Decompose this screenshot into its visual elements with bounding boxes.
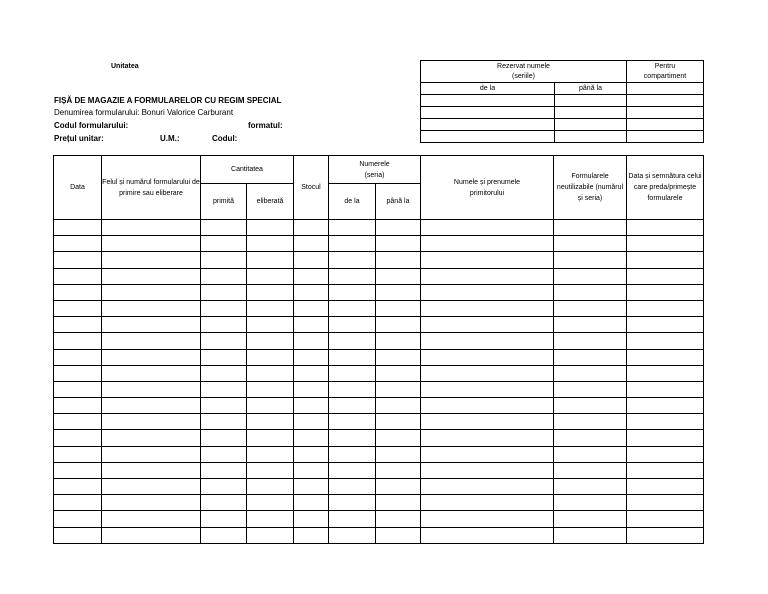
col-unused-forms-header: Formularele neutilizabile (numărul și seria) [554,156,627,220]
table-cell [102,430,201,446]
table-cell [102,333,201,349]
table-cell [247,300,294,316]
table-cell [54,381,102,397]
table-cell [329,365,376,381]
table-cell [627,365,704,381]
table-cell [421,398,554,414]
table-cell [329,495,376,511]
table-cell [294,300,329,316]
col-received-header: primită [201,184,247,220]
table-cell [201,365,247,381]
table-cell [329,268,376,284]
table-cell [294,317,329,333]
table-cell [294,446,329,462]
table-cell [102,220,201,236]
table-cell [376,414,421,430]
table-cell [294,511,329,527]
table-cell [627,381,704,397]
table-cell [421,462,554,478]
table-cell [627,511,704,527]
table-row [54,268,704,284]
table-cell [201,511,247,527]
table-cell [376,236,421,252]
reserved-header-line2: (seriile) [421,72,627,83]
table-cell [102,495,201,511]
table-cell [294,398,329,414]
reserved-cell [627,83,704,95]
table-cell [102,268,201,284]
table-cell [247,381,294,397]
table-cell [201,414,247,430]
table-cell [54,252,102,268]
unit-label: Unitatea [111,63,139,70]
table-cell [421,268,554,284]
table-cell [201,236,247,252]
table-cell [329,252,376,268]
table-cell [421,527,554,543]
col-from-header: de la [329,184,376,220]
col-numbers-line1: Numerele [359,160,390,168]
table-cell [201,446,247,462]
table-cell [54,430,102,446]
table-cell [54,462,102,478]
table-cell [376,349,421,365]
table-row [54,317,704,333]
table-cell [201,430,247,446]
table-cell [554,300,627,316]
reserved-row [421,119,704,131]
table-cell [376,284,421,300]
table-cell [376,381,421,397]
reserved-header-line1: Rezervat numele [421,61,627,72]
table-cell [247,446,294,462]
table-cell [102,381,201,397]
table-cell [247,317,294,333]
table-cell [294,220,329,236]
table-cell [294,365,329,381]
table-cell [54,220,102,236]
col-numbers-header [329,156,421,184]
table-cell [201,398,247,414]
table-cell [247,495,294,511]
table-cell [376,220,421,236]
table-row [54,333,704,349]
table-cell [554,349,627,365]
table-cell [421,479,554,495]
table-cell [627,236,704,252]
table-cell [247,268,294,284]
table-cell [247,462,294,478]
table-cell [329,511,376,527]
table-cell [247,284,294,300]
table-cell [554,365,627,381]
table-cell [102,365,201,381]
code-label: Codul: [212,134,238,143]
table-cell [554,462,627,478]
table-cell [329,236,376,252]
table-cell [627,252,704,268]
table-row [54,349,704,365]
table-cell [376,462,421,478]
table-cell [627,398,704,414]
table-cell [627,220,704,236]
table-row [54,236,704,252]
table-cell [102,252,201,268]
table-cell [201,317,247,333]
table-cell [201,349,247,365]
table-cell [554,236,627,252]
table-cell [329,527,376,543]
table-cell [376,252,421,268]
table-cell [554,446,627,462]
col-date-signature-header: Data și semnătura celui care preda/primește formularele [627,156,704,220]
table-row [54,220,704,236]
table-cell [627,527,704,543]
table-cell [201,495,247,511]
table-cell [554,479,627,495]
reserved-row [421,95,704,107]
table-cell [102,446,201,462]
register-body [54,220,704,544]
table-cell [294,284,329,300]
table-cell [329,300,376,316]
table-cell [247,430,294,446]
table-cell [376,317,421,333]
table-cell [376,446,421,462]
col-type-number-header: Felul și numărul formularului de primire sau eliberare [102,156,201,220]
table-cell [54,333,102,349]
table-cell [201,479,247,495]
table-cell [376,300,421,316]
table-cell [554,317,627,333]
table-row [54,252,704,268]
table-cell [247,365,294,381]
table-cell [102,414,201,430]
table-cell [54,300,102,316]
table-cell [554,220,627,236]
table-cell [54,479,102,495]
table-cell [329,414,376,430]
table-cell [329,220,376,236]
table-cell [54,236,102,252]
table-cell [329,317,376,333]
table-cell [329,479,376,495]
table-cell [627,349,704,365]
table-cell [627,495,704,511]
table-cell [376,365,421,381]
table-cell [54,398,102,414]
table-cell [102,300,201,316]
table-row [54,284,704,300]
table-cell [247,220,294,236]
table-cell [102,349,201,365]
table-cell [627,300,704,316]
reserved-from-header: de la [421,83,555,95]
table-cell [627,333,704,349]
reserved-row [421,107,704,119]
table-cell [554,430,627,446]
table-cell [376,333,421,349]
unit-price-label: Prețul unitar: [54,134,104,143]
table-cell [54,284,102,300]
table-cell [554,252,627,268]
table-row [54,398,704,414]
table-cell [102,462,201,478]
table-cell [421,430,554,446]
table-cell [329,333,376,349]
table-cell [627,479,704,495]
table-cell [247,236,294,252]
table-cell [421,220,554,236]
table-cell [329,430,376,446]
table-cell [376,268,421,284]
table-cell [421,333,554,349]
table-cell [627,268,704,284]
table-cell [627,284,704,300]
table-row [54,479,704,495]
table-cell [627,317,704,333]
col-issued-header: eliberată [247,184,294,220]
table-cell [421,349,554,365]
table-cell [54,495,102,511]
table-cell [294,333,329,349]
register-table [53,155,704,544]
reserved-series-table [420,60,704,143]
table-cell [376,479,421,495]
table-cell [554,284,627,300]
table-row [54,495,704,511]
table-cell [294,381,329,397]
table-cell [376,511,421,527]
table-cell [554,268,627,284]
table-cell [627,414,704,430]
um-label: U.M.: [160,134,180,143]
table-cell [201,527,247,543]
table-cell [421,252,554,268]
table-cell [421,317,554,333]
col-stock-header: Stocul [294,156,329,220]
table-cell [421,495,554,511]
table-cell [201,268,247,284]
table-cell [329,398,376,414]
table-cell [201,220,247,236]
table-cell [421,300,554,316]
table-cell [294,414,329,430]
table-cell [102,398,201,414]
table-cell [627,430,704,446]
table-cell [102,511,201,527]
table-cell [294,252,329,268]
table-row [54,300,704,316]
table-cell [554,381,627,397]
col-recipient-header: Numele și prenumele primitorului [421,156,554,220]
table-cell [247,511,294,527]
table-cell [294,479,329,495]
table-row [54,446,704,462]
table-cell [554,333,627,349]
table-cell [421,511,554,527]
table-row [54,462,704,478]
table-cell [376,495,421,511]
table-cell [329,284,376,300]
table-cell [247,398,294,414]
reserved-to-header: până la [555,83,627,95]
table-cell [421,381,554,397]
table-cell [201,252,247,268]
table-cell [54,446,102,462]
col-to-header: până la [376,184,421,220]
table-cell [102,317,201,333]
table-cell [54,511,102,527]
table-cell [329,349,376,365]
reserved-row [421,131,704,143]
col-date-header: Data [54,156,102,220]
table-cell [54,414,102,430]
table-cell [329,446,376,462]
table-cell [54,349,102,365]
compartment-header-line1: Pentru [627,61,704,72]
table-cell [554,511,627,527]
table-row [54,381,704,397]
table-cell [554,495,627,511]
table-cell [421,284,554,300]
compartment-header-line2: compartiment [627,72,704,83]
format-label: formatul: [248,121,283,130]
col-quantity-header: Cantitatea [201,156,294,184]
table-cell [329,462,376,478]
col-numbers-line2: (seria) [364,171,385,179]
table-cell [247,333,294,349]
table-cell [54,317,102,333]
table-row [54,527,704,543]
table-cell [376,430,421,446]
table-row [54,365,704,381]
table-cell [201,284,247,300]
table-cell [54,268,102,284]
table-cell [247,479,294,495]
table-cell [294,268,329,284]
table-cell [421,365,554,381]
table-cell [294,236,329,252]
table-row [54,430,704,446]
table-cell [294,349,329,365]
table-cell [627,462,704,478]
table-cell [201,381,247,397]
table-cell [54,527,102,543]
table-row [54,414,704,430]
table-cell [329,381,376,397]
table-row [54,511,704,527]
table-cell [102,479,201,495]
table-cell [247,414,294,430]
table-cell [294,495,329,511]
table-cell [247,349,294,365]
page-title: FIȘĂ DE MAGAZIE A FORMULARELOR CU REGIM SPECIAL [54,96,282,105]
table-cell [294,527,329,543]
table-cell [554,414,627,430]
table-cell [54,365,102,381]
form-code-label: Codul formularului: [54,121,129,130]
table-cell [421,446,554,462]
table-cell [376,527,421,543]
table-cell [376,398,421,414]
table-cell [294,462,329,478]
form-name-line: Denumirea formularului: Bonuri Valorice Carburant [54,108,234,117]
table-cell [102,236,201,252]
table-cell [554,398,627,414]
table-cell [201,333,247,349]
table-cell [247,252,294,268]
table-cell [554,527,627,543]
table-cell [102,284,201,300]
table-cell [102,527,201,543]
table-cell [421,236,554,252]
table-cell [247,527,294,543]
table-cell [201,300,247,316]
table-cell [294,430,329,446]
table-cell [201,462,247,478]
table-cell [421,414,554,430]
table-cell [627,446,704,462]
